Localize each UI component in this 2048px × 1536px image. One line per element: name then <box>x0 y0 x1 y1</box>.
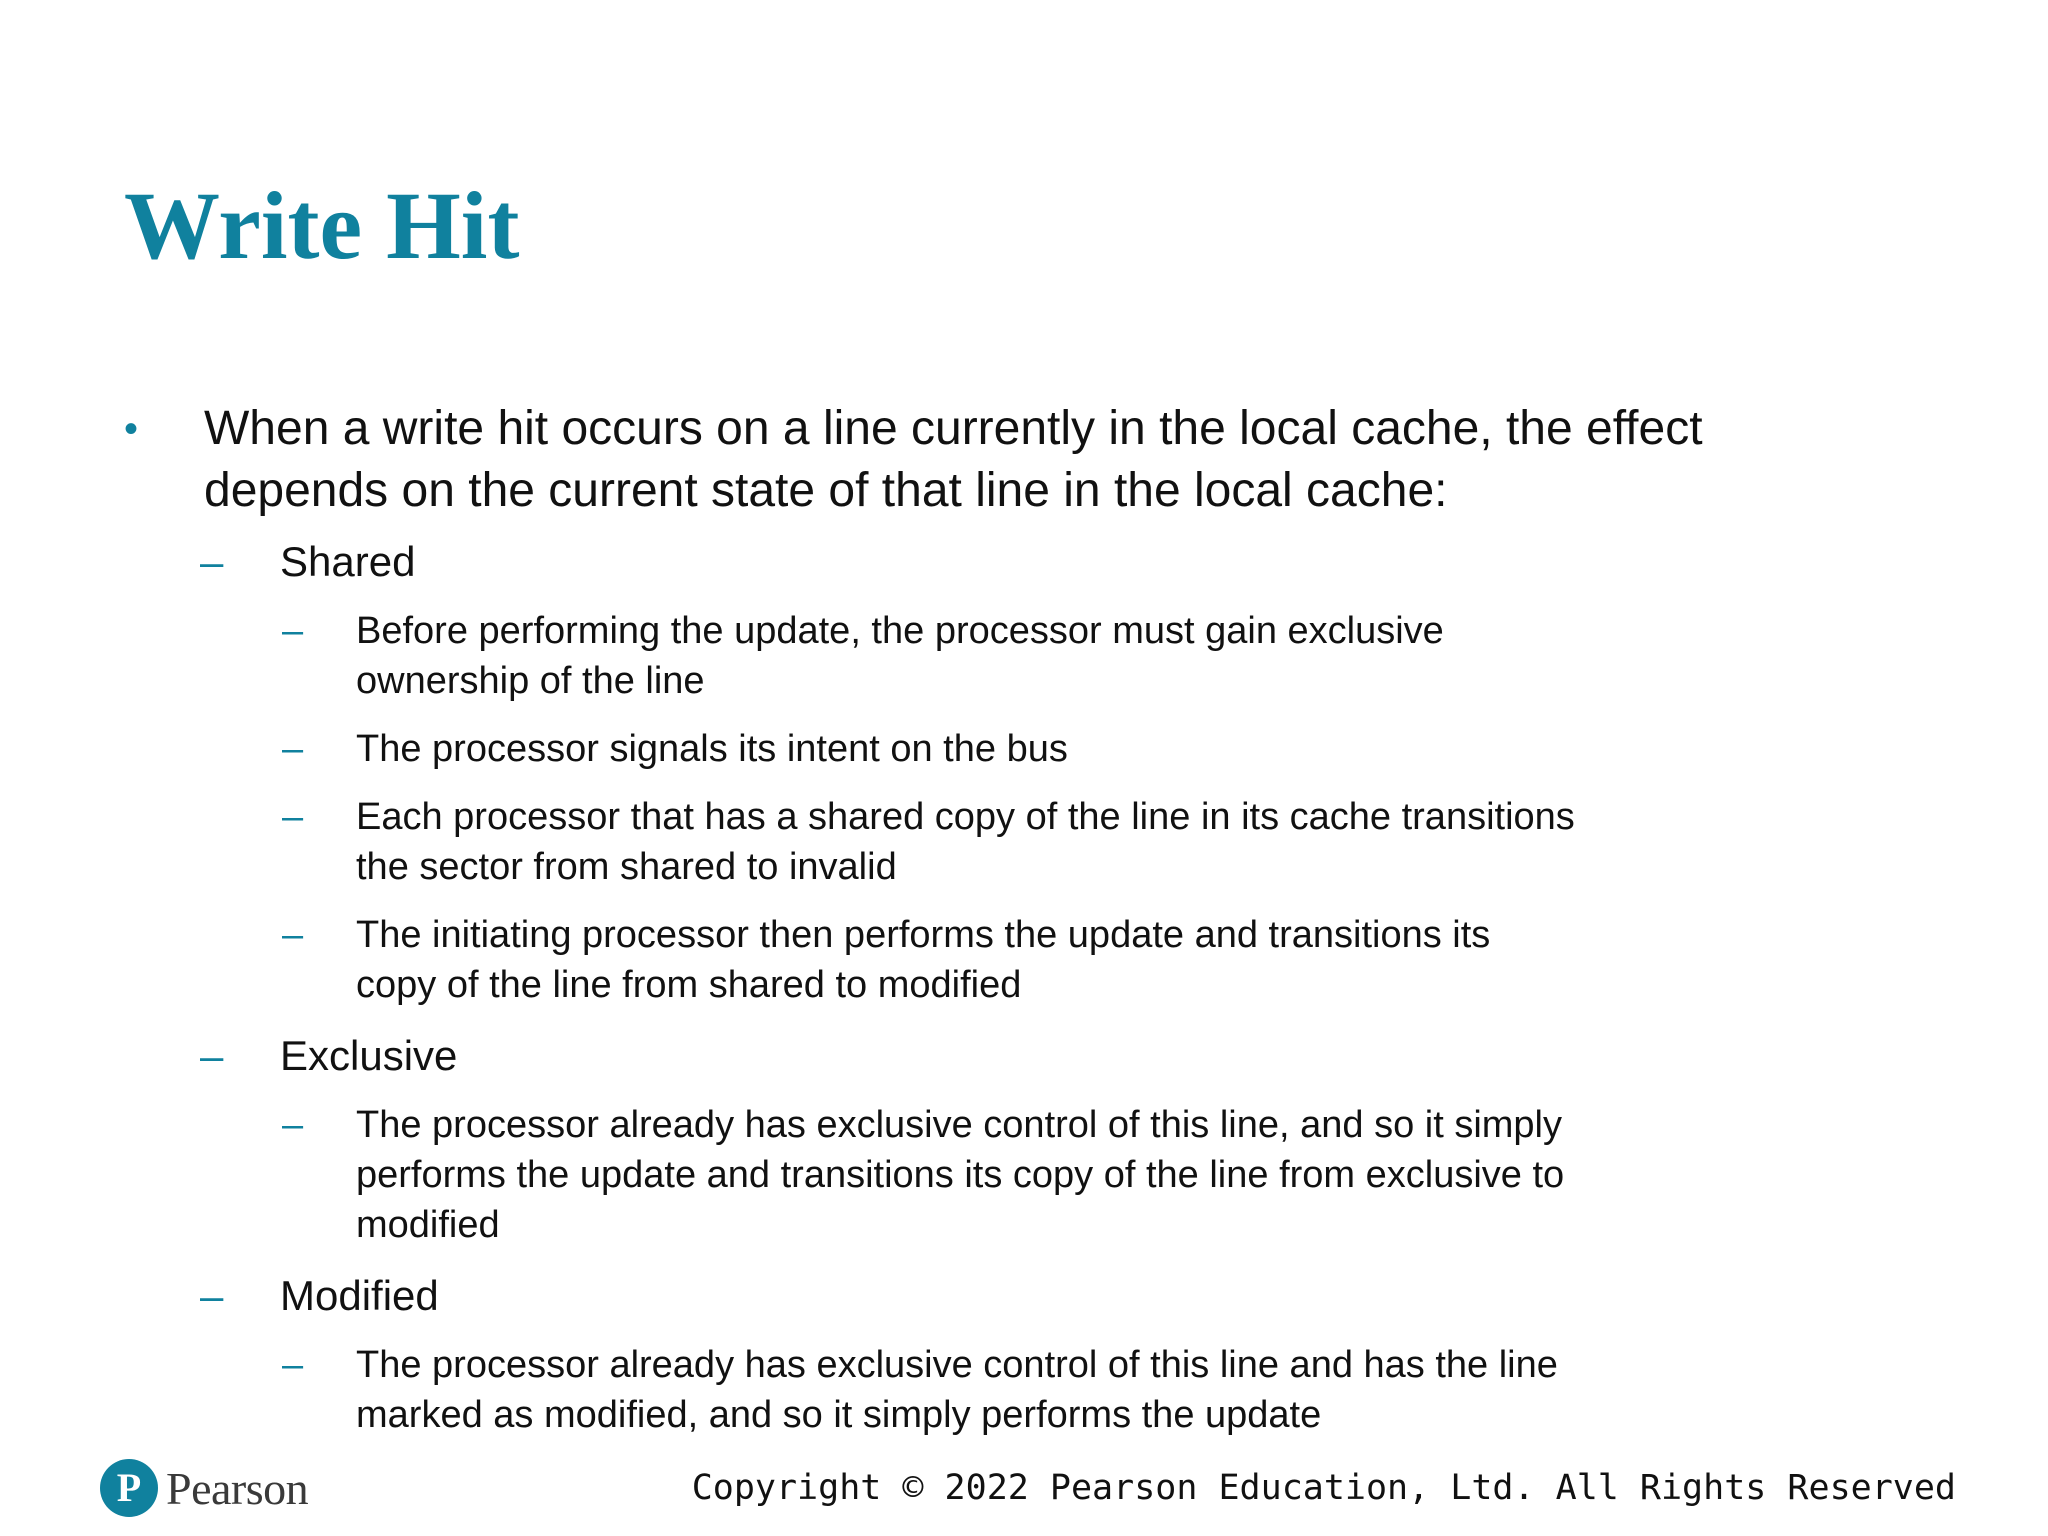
state-label-shared: Shared <box>280 538 416 585</box>
dash-marker: – <box>200 1032 224 1079</box>
pearson-logo-icon <box>100 1459 158 1517</box>
sub-item-line: The processor already has exclusive control of this line, and so it simply <box>356 1104 1562 1146</box>
logo-wordmark: Pearson <box>166 1462 309 1514</box>
state-label-exclusive: Exclusive <box>280 1032 458 1079</box>
copyright-notice: Copyright © 2022 Pearson Education, Ltd. All Rights Reserved <box>691 1468 1956 1508</box>
dash-marker: – <box>200 538 224 585</box>
sub-item-text <box>356 792 1732 892</box>
sub-item-text <box>356 606 1732 706</box>
sub-item-text <box>356 910 1732 1010</box>
sub-item-text <box>356 1340 1732 1440</box>
dash-marker: – <box>282 914 304 956</box>
sub-item-line: ownership of the line <box>356 660 705 702</box>
dash-marker: – <box>282 728 304 770</box>
bullet-text: When a write hit occurs on a line currently in the local cache, the effect depends on the current state of that line in the local cache: <box>204 402 1703 517</box>
sub-item-line: The initiating processor then performs the update and transitions its <box>356 914 1491 956</box>
sub-item-line: Before performing the update, the processor must gain exclusive <box>356 610 1444 652</box>
sub-item-line: marked as modified, and so it simply performs the update <box>356 1394 1322 1436</box>
sub-item-line: the sector from shared to invalid <box>356 846 897 888</box>
sub-item-line: copy of the line from shared to modified <box>356 964 1022 1006</box>
state-label-modified: Modified <box>280 1272 439 1319</box>
sub-item-text <box>356 1100 1732 1250</box>
sub-item-line: performs the update and transitions its copy of the line from exclusive to <box>356 1154 1565 1196</box>
slide-title: Write Hit <box>124 172 520 279</box>
dash-marker: – <box>282 1104 304 1146</box>
pearson-logo <box>100 1456 308 1520</box>
sub-item-text <box>356 724 1732 774</box>
dash-marker: – <box>200 1272 224 1319</box>
dash-marker: – <box>282 1344 304 1386</box>
sub-item-line: modified <box>356 1204 500 1246</box>
bullet-marker: • <box>124 407 139 451</box>
dash-marker: – <box>282 796 304 838</box>
sub-item-line: The processor signals its intent on the bus <box>356 728 1068 770</box>
sub-item-line: The processor already has exclusive control of this line and has the line <box>356 1344 1558 1386</box>
logo-letter: P <box>116 1465 142 1510</box>
sub-item-line: Each processor that has a shared copy of the line in its cache transitions <box>356 796 1575 838</box>
dash-marker: – <box>282 610 304 652</box>
